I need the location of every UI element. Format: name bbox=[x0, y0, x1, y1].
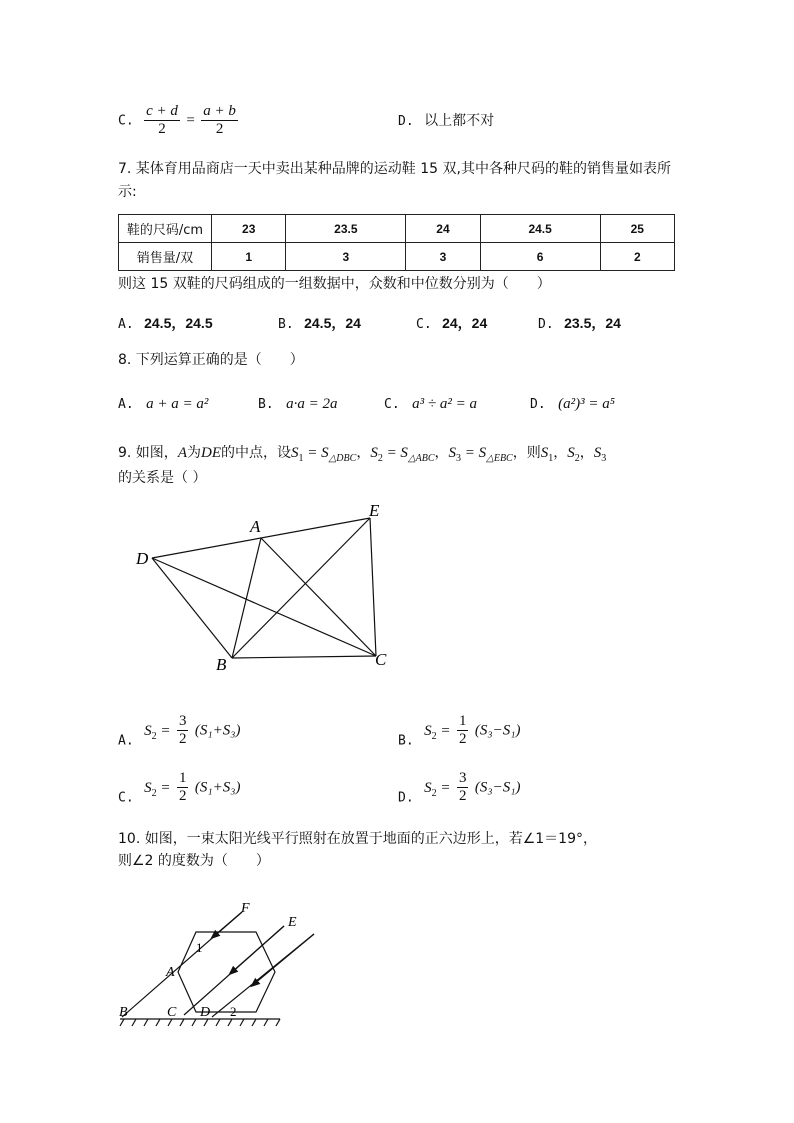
q6-option-c-label: C. bbox=[118, 113, 134, 129]
table-header-size: 鞋的尺码/cm bbox=[119, 215, 212, 243]
q9-figure bbox=[130, 495, 400, 680]
q9-stem-line2: 的关系是（ ） bbox=[118, 470, 207, 486]
q9-label-c: C bbox=[375, 650, 387, 669]
q6-option-d-text: 以上都不对 bbox=[424, 113, 495, 129]
q6-option-c-rhs-fraction: $\frac{a + b}{2}$ bbox=[203, 103, 236, 137]
q9-option-c-coef: $\frac{1}{2}$ bbox=[178, 770, 187, 804]
ground-line bbox=[120, 1019, 280, 1026]
table-cell: 24.5 bbox=[480, 215, 600, 243]
q7-option-d: D. 23.5，24 bbox=[538, 315, 621, 332]
angle-1-label: 1 bbox=[196, 940, 203, 955]
q9-label-d: D bbox=[136, 549, 149, 568]
q7-stem-line1: 7. 某体育用品商店一天中卖出某种品牌的运动鞋 15 双,其中各种尺码的鞋的销售量如表所 bbox=[118, 161, 671, 177]
q9-option-a: A. $S_2$ = $\frac{3}{2}$ (S₁+S₃) bbox=[118, 713, 241, 749]
s3-definition: $S_3 = S_{\triangle EBC}$ bbox=[448, 445, 513, 464]
table-cell: 24 bbox=[406, 215, 480, 243]
q9-option-b: B. $S_2$ = $\frac{1}{2}$ (S₃−S₁) bbox=[398, 713, 521, 749]
q7-option-a: A. 24.5，24.5 bbox=[118, 315, 213, 332]
q7-option-c: C. 24，24 bbox=[416, 315, 488, 332]
q10-label-e: E bbox=[288, 915, 297, 930]
q8-option-a: A. a + a = a² bbox=[118, 396, 209, 412]
table-cell: 23.5 bbox=[286, 215, 406, 243]
q10-figure bbox=[110, 895, 330, 1030]
shoe-size-table bbox=[118, 214, 675, 271]
s1-definition: $S_1 = S_{\triangle DBC}$ bbox=[290, 445, 357, 464]
table-header-sales: 销售量/双 bbox=[119, 243, 212, 271]
q8-option-d: D. (a²)³ = a⁵ bbox=[530, 396, 615, 412]
q10-label-f: F bbox=[241, 901, 250, 916]
q9-option-d-coef: $\frac{3}{2}$ bbox=[458, 770, 467, 804]
q6-option-d bbox=[398, 110, 494, 130]
q9-label-a: A bbox=[250, 517, 261, 536]
hexagon bbox=[178, 932, 275, 1012]
q6-option-d-label: D. bbox=[398, 114, 414, 129]
table-cell: 6 bbox=[480, 243, 600, 271]
q10-label-b: B bbox=[119, 1005, 128, 1020]
table-cell: 3 bbox=[286, 243, 406, 271]
table-cell: 2 bbox=[600, 243, 674, 271]
table-cell: 25 bbox=[600, 215, 674, 243]
q9-option-c: C. $S_2$ = $\frac{1}{2}$ (S₁+S₃) bbox=[118, 770, 241, 806]
q10-label-a: A bbox=[166, 965, 175, 980]
q7-option-b: B. 24.5，24 bbox=[278, 315, 361, 332]
angle-2-label: 2 bbox=[230, 1004, 237, 1019]
q10-label-c: C bbox=[167, 1005, 177, 1020]
table-cell: 23 bbox=[212, 215, 286, 243]
light-rays bbox=[122, 912, 314, 1017]
s2-definition: $S_2 = S_{\triangle ABC}$ bbox=[370, 445, 435, 464]
q9-option-d: D. $S_2$ = $\frac{3}{2}$ (S₃−S₁) bbox=[398, 770, 521, 806]
q6-option-c-lhs-fraction: $\frac{c + d}{2}$ bbox=[146, 103, 178, 137]
q9-label-b: B bbox=[216, 655, 227, 674]
q9-figure-lines bbox=[152, 518, 376, 658]
q8-option-c: C. a³ ÷ a² = a bbox=[384, 396, 477, 412]
q7-stem-line2: 示: bbox=[118, 184, 137, 200]
q10-stem-line2: 则∠2 的度数为（ ） bbox=[118, 853, 270, 869]
q6-option-c: C. $\frac{c + d}{2}$ = $\frac{a + b}{2}$ bbox=[118, 103, 236, 137]
q10-label-d: D bbox=[200, 1005, 211, 1020]
q9-stem-line1: 9. 如图，A为DE的中点，设$S_1 = S_{\triangle DBC}$，$S_2 = S_{\triangle ABC}$，$S_3 = S_{\triangle EBC}$，则$S_1$，$S_2$，$S_3$ bbox=[118, 445, 607, 464]
q8-stem: 8. 下列运算正确的是（ ） bbox=[118, 352, 304, 368]
table-cell: 1 bbox=[212, 243, 286, 271]
q10-stem-line1: 10. 如图，一束太阳光线平行照射在放置于地面的正六边形上，若∠1＝19°， bbox=[118, 831, 597, 847]
q9-option-a-coef: $\frac{3}{2}$ bbox=[178, 713, 187, 747]
q7-question: 则这 15 双鞋的尺码组成的一组数据中，众数和中位数分别为（ ） bbox=[118, 276, 551, 292]
table-cell: 3 bbox=[406, 243, 480, 271]
q8-option-b: B. a·a = 2a bbox=[258, 396, 338, 412]
table-row bbox=[119, 215, 675, 243]
q9-label-e: E bbox=[369, 501, 380, 520]
table-row bbox=[119, 243, 675, 271]
q9-option-b-coef: $\frac{1}{2}$ bbox=[458, 713, 467, 747]
